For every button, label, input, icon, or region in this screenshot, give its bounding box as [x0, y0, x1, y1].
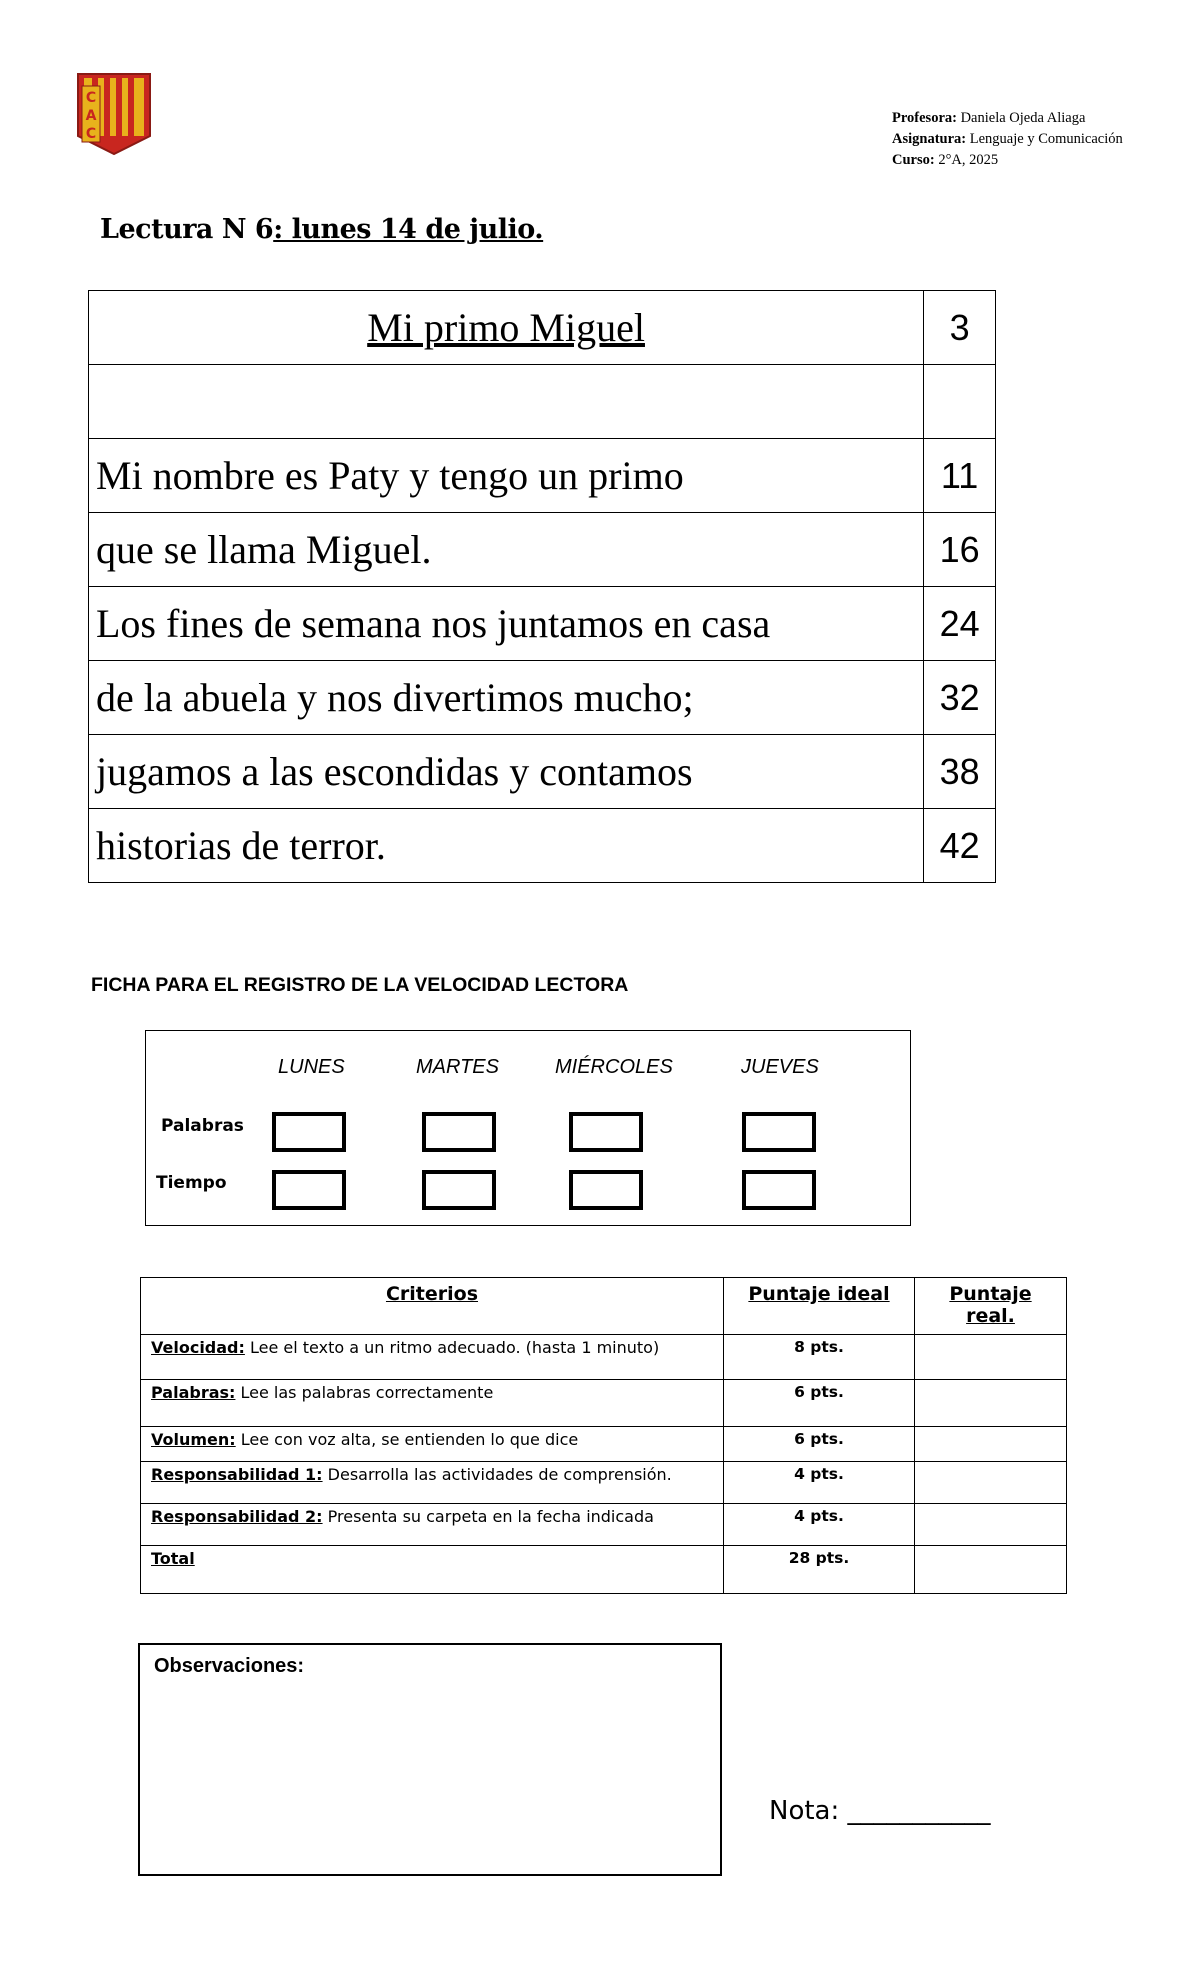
reading-line: jugamos a las escondidas y contamos: [89, 735, 924, 809]
criteria-cell: [141, 1335, 724, 1380]
ideal-points: 6 pts.: [724, 1427, 915, 1462]
criteria-total-row: [141, 1546, 1067, 1594]
real-points-cell[interactable]: [915, 1335, 1067, 1380]
observaciones-label: Observaciones:: [154, 1655, 305, 1677]
reading-line-row: [89, 809, 996, 883]
ideal-points: 4 pts.: [724, 1504, 915, 1546]
reading-title-row: [89, 291, 996, 365]
reading-line-row: [89, 661, 996, 735]
reading-count: 42: [924, 809, 996, 883]
svg-text:A: A: [85, 108, 97, 124]
ideal-points: 8 pts.: [724, 1335, 915, 1380]
day-label-jueves: JUEVES: [741, 1056, 819, 1078]
criteria-cell: [141, 1462, 724, 1504]
real-points-cell[interactable]: [915, 1504, 1067, 1546]
criteria-header: Criterios: [141, 1278, 724, 1335]
criteria-label: Palabras:: [151, 1383, 236, 1402]
tiempo-lunes-box[interactable]: [272, 1170, 346, 1210]
day-label-martes: MARTES: [416, 1056, 499, 1078]
row-label-palabras: Palabras: [161, 1116, 244, 1136]
criteria-row: [141, 1335, 1067, 1380]
criteria-row: [141, 1504, 1067, 1546]
lectura-title: [100, 214, 543, 245]
curso-line: Curso: 2°A, 2025: [892, 152, 999, 168]
reading-line: [89, 365, 924, 439]
criteria-label: Velocidad:: [151, 1338, 245, 1357]
row-label-tiempo: Tiempo: [156, 1173, 227, 1193]
header-info: [892, 108, 1123, 171]
total-ideal-points: 28 pts.: [724, 1546, 915, 1594]
reading-line-row: [89, 513, 996, 587]
real-header: Puntaje real.: [915, 1278, 1067, 1335]
reading-line: de la abuela y nos divertimos mucho;: [89, 661, 924, 735]
real-points-cell[interactable]: [915, 1427, 1067, 1462]
criteria-desc: Lee el texto a un ritmo adecuado. (hasta 1 minuto): [244, 1338, 660, 1357]
reading-count: 38: [924, 735, 996, 809]
criteria-cell: [141, 1504, 724, 1546]
reading-line: que se llama Miguel.: [89, 513, 924, 587]
reading-count: 24: [924, 587, 996, 661]
criteria-cell: [141, 1546, 724, 1594]
total-label: Total: [151, 1549, 195, 1568]
lectura-date: : lunes 14 de julio.: [273, 214, 544, 245]
criteria-cell: [141, 1427, 724, 1462]
svg-text:C: C: [85, 126, 97, 142]
school-logo: [74, 70, 154, 158]
criteria-cell: [141, 1380, 724, 1427]
reading-count: 11: [924, 439, 996, 513]
asignatura-line: Asignatura: Lenguaje y Comunicación: [892, 131, 1123, 147]
reading-line: historias de terror.: [89, 809, 924, 883]
reading-line: Los fines de semana nos juntamos en casa: [89, 587, 924, 661]
reading-title-count: 3: [924, 291, 996, 365]
reading-line: Mi nombre es Paty y tengo un primo: [89, 439, 924, 513]
svg-text:C: C: [85, 90, 97, 106]
palabras-lunes-box[interactable]: [272, 1112, 346, 1152]
criteria-row: [141, 1427, 1067, 1462]
reading-line-row: [89, 365, 996, 439]
reading-title: Mi primo Miguel: [89, 291, 924, 365]
tiempo-miercoles-box[interactable]: [569, 1170, 643, 1210]
criteria-table: [140, 1277, 1067, 1594]
reading-count: 32: [924, 661, 996, 735]
lectura-number: Lectura N 6: [100, 214, 274, 245]
ideal-header: Puntaje ideal: [724, 1278, 915, 1335]
criteria-desc: Lee con voz alta, se entienden lo que dice: [235, 1430, 579, 1449]
criteria-row: [141, 1462, 1067, 1504]
day-label-lunes: LUNES: [278, 1056, 345, 1078]
real-points-cell[interactable]: [915, 1380, 1067, 1427]
criteria-row: [141, 1380, 1067, 1427]
reading-table: [88, 290, 996, 883]
reading-count: [924, 365, 996, 439]
tiempo-martes-box[interactable]: [422, 1170, 496, 1210]
palabras-martes-box[interactable]: [422, 1112, 496, 1152]
reading-line-row: [89, 587, 996, 661]
total-real-points-cell[interactable]: [915, 1546, 1067, 1594]
day-label-miercoles: MIÉRCOLES: [555, 1056, 673, 1078]
profesora-line: Profesora: Daniela Ojeda Aliaga: [892, 110, 1086, 126]
criteria-desc: Presenta su carpeta en la fecha indicada: [322, 1507, 654, 1526]
criteria-desc: Desarrolla las actividades de comprensión.: [322, 1465, 672, 1484]
reading-count: 16: [924, 513, 996, 587]
criteria-label: Responsabilidad 1:: [151, 1465, 323, 1484]
ideal-points: 6 pts.: [724, 1380, 915, 1427]
nota-field: Nota: ___________: [769, 1796, 991, 1826]
reading-line-row: [89, 439, 996, 513]
ficha-title: FICHA PARA EL REGISTRO DE LA VELOCIDAD LECTORA: [91, 974, 629, 996]
palabras-miercoles-box[interactable]: [569, 1112, 643, 1152]
criteria-header-row: [141, 1278, 1067, 1335]
real-points-cell[interactable]: [915, 1462, 1067, 1504]
tiempo-jueves-box[interactable]: [742, 1170, 816, 1210]
palabras-jueves-box[interactable]: [742, 1112, 816, 1152]
ideal-points: 4 pts.: [724, 1462, 915, 1504]
criteria-desc: Lee las palabras correctamente: [235, 1383, 494, 1402]
criteria-label: Responsabilidad 2:: [151, 1507, 323, 1526]
criteria-label: Volumen:: [151, 1430, 236, 1449]
reading-line-row: [89, 735, 996, 809]
